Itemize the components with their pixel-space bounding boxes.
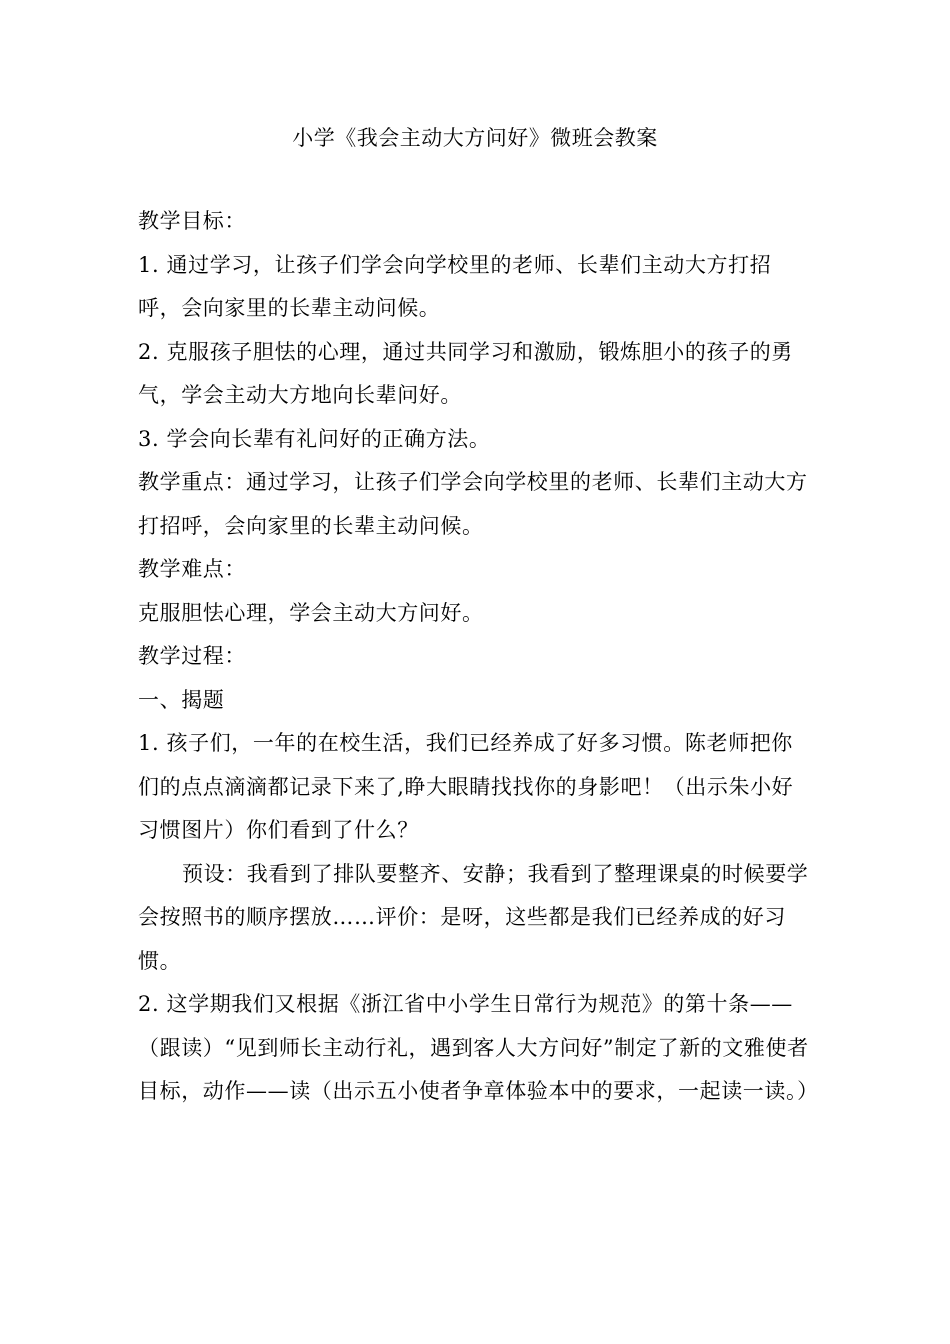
objective-item-2: 2. 克服孩子胆怯的心理，通过共同学习和激励，锻炼胆小的孩子的勇气，学会主动大方地向长辈问好。 bbox=[138, 339, 793, 407]
document-body bbox=[138, 200, 819, 1114]
section-heading-process: 教学过程： bbox=[138, 644, 246, 668]
section-heading-difficulties: 教学难点： bbox=[138, 557, 246, 581]
objective-item-1: 1. 通过学习，让孩子们学会向学校里的老师、长辈们主动大方打招呼，会向家里的长辈主动问候。 bbox=[138, 252, 772, 320]
key-points-paragraph: 教学重点：通过学习，让孩子们学会向学校里的老师、长辈们主动大方打招呼，会向家里的长辈主动问候。 bbox=[138, 470, 808, 538]
difficulties-paragraph: 克服胆怯心理，学会主动大方问好。 bbox=[138, 600, 484, 625]
preset-paragraph: 预设：我看到了排队要整齐、安静；我看到了整理课桌的时候要学会按照书的顺序摆放……评价：是呀，这些都是我们已经养成的好习惯。 bbox=[138, 861, 809, 973]
subsection-heading-intro: 一、揭题 bbox=[138, 687, 225, 712]
process-item-2: 2. 这学期我们又根据《浙江省中小学生日常行为规范》的第十条——（跟读）“见到师长主动行礼，遇到客人大方问好”制定了新的文雅使者目标，动作——读（出示五小使者争章体验本中的要求，一起读一读。） bbox=[138, 992, 819, 1103]
document-title: 小学《我会主动大方问好》微班会教案 bbox=[292, 126, 658, 150]
process-item-1: 1. 孩子们，一年的在校生活，我们已经养成了好多习惯。陈老师把你们的点点滴滴都记录下来了,睁大眼睛找找你的身影吧！（出示朱小好习惯图片）你们看到了什么？ bbox=[138, 731, 794, 842]
section-heading-objectives: 教学目标： bbox=[138, 209, 246, 233]
objective-item-3: 3. 学会向长辈有礼问好的正确方法。 bbox=[138, 426, 491, 451]
